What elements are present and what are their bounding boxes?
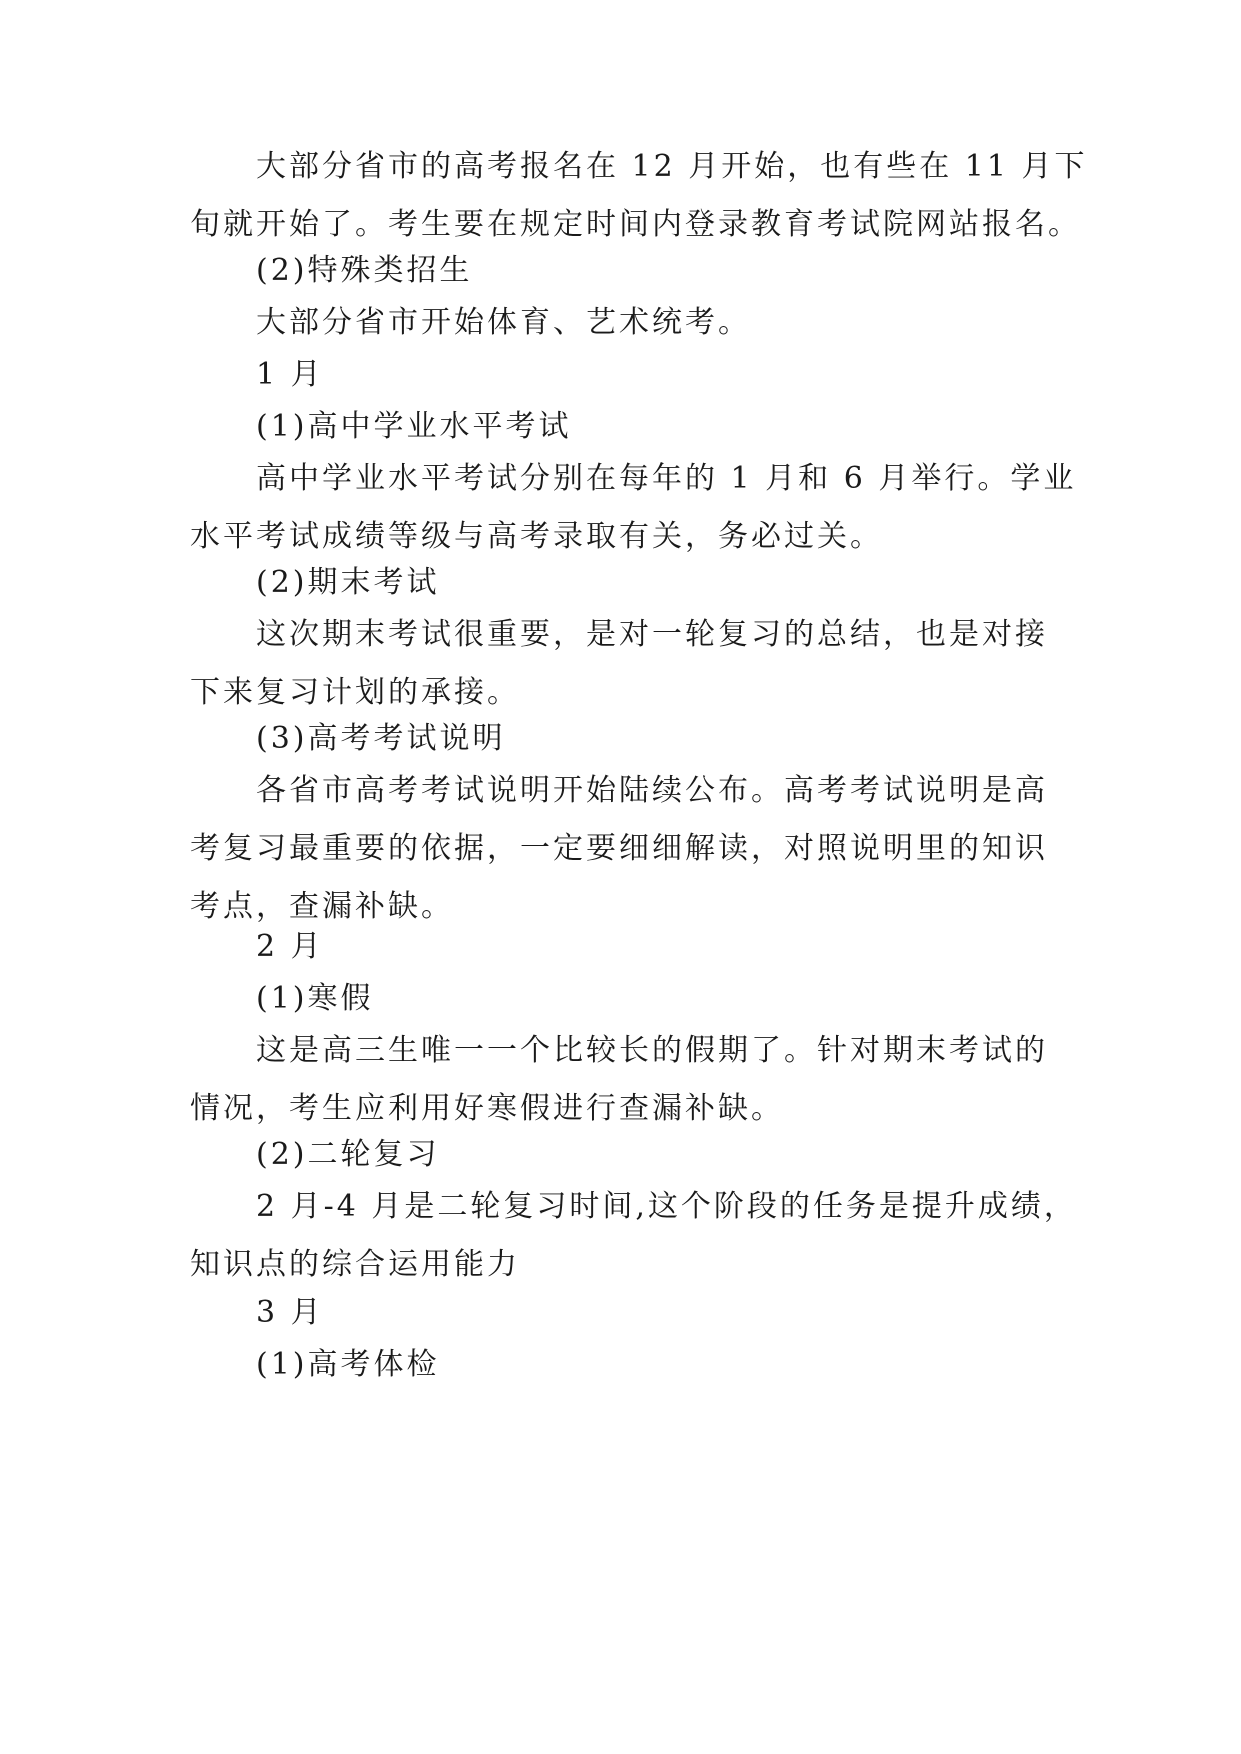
text-line: 下来复习计划的承接。 — [190, 675, 520, 710]
month-heading: 2 月 — [256, 929, 324, 964]
text-line: 知识点的综合运用能力 — [190, 1247, 520, 1282]
section-heading: (3)高考考试说明 — [256, 721, 506, 756]
paragraph-text — [190, 606, 1060, 722]
text-line: 这次期末考试很重要，是对一轮复习的总结，也是对接 — [256, 617, 1048, 652]
paragraph-text — [190, 1022, 1060, 1138]
section-heading: (1)高中学业水平考试 — [256, 409, 572, 444]
section-heading: (1)寒假 — [256, 981, 374, 1016]
paragraph-text — [190, 450, 1077, 566]
text-line: 考复习最重要的依据，一定要细细解读，对照说明里的知识 — [190, 831, 1048, 866]
text-line: 情况，考生应利用好寒假进行查漏补缺。 — [190, 1091, 784, 1126]
month-heading: 1 月 — [256, 357, 324, 392]
text-line: 水平考试成绩等级与高考录取有关，务必过关。 — [190, 519, 883, 554]
text-line: 旬就开始了。考生要在规定时间内登录教育考试院网站报名。 — [190, 207, 1081, 242]
section-heading: (1)高考体检 — [256, 1347, 440, 1382]
text-line: 这是高三生唯一一个比较长的假期了。针对期末考试的 — [256, 1033, 1048, 1068]
text-line: 各省市高考考试说明开始陆续公布。高考考试说明是高 — [256, 773, 1048, 808]
section-heading: (2)二轮复习 — [256, 1137, 440, 1172]
text-line: 高中学业水平考试分别在每年的 1 月和 6 月举行。学业 — [256, 461, 1077, 496]
section-heading: (2)期末考试 — [256, 565, 440, 600]
paragraph-text — [190, 1178, 1077, 1294]
paragraph-registration — [190, 138, 1088, 254]
section-heading: (2)特殊类招生 — [256, 253, 473, 288]
paragraph-text — [190, 762, 1060, 936]
month-heading: 3 月 — [256, 1295, 324, 1330]
text-line: 考点，查漏补缺。 — [190, 889, 454, 924]
text-line: 2 月-4 月是二轮复习时间,这个阶段的任务是提升成绩， — [256, 1189, 1077, 1224]
text-line: 大部分省市的高考报名在 12 月开始，也有些在 11 月下 — [256, 149, 1088, 184]
paragraph-text: 大部分省市开始体育、艺术统考。 — [256, 305, 751, 340]
